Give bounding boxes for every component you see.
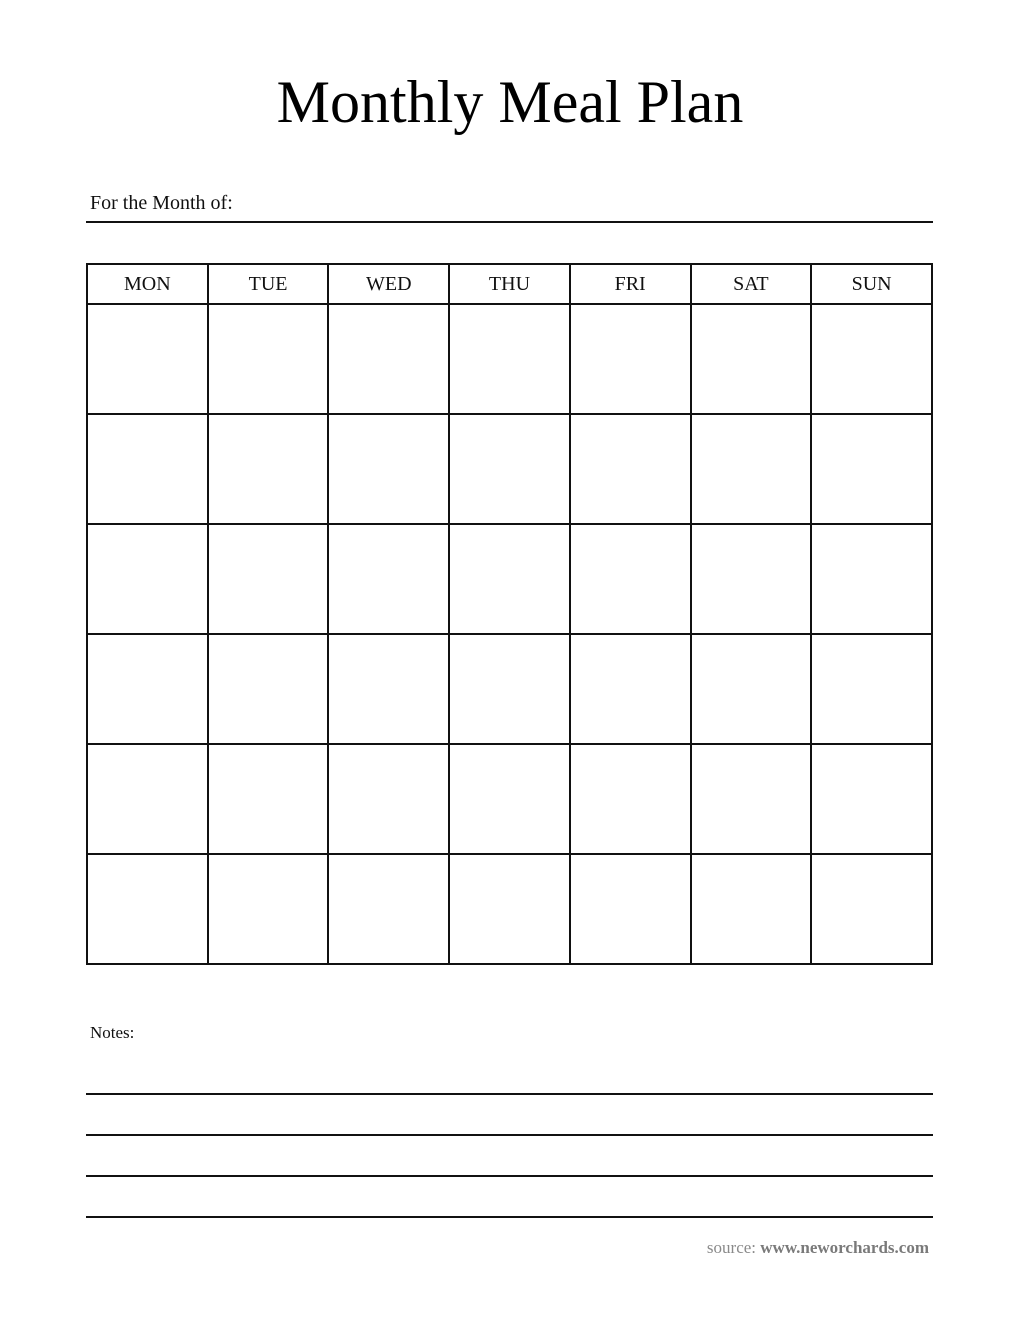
calendar-body: [87, 304, 932, 964]
calendar-day-cell[interactable]: [811, 744, 932, 854]
calendar-day-cell[interactable]: [691, 304, 812, 414]
day-header-tue: TUE: [208, 264, 329, 304]
calendar-day-cell[interactable]: [691, 414, 812, 524]
calendar-day-cell[interactable]: [811, 524, 932, 634]
calendar-day-cell[interactable]: [328, 854, 449, 964]
month-label: For the Month of:: [90, 192, 233, 214]
calendar-day-cell[interactable]: [811, 634, 932, 744]
page-title: Monthly Meal Plan: [276, 69, 744, 135]
calendar-header-row: [87, 264, 932, 304]
calendar-day-cell[interactable]: [811, 854, 932, 964]
calendar-day-cell[interactable]: [208, 854, 329, 964]
day-header-wed: WED: [328, 264, 449, 304]
calendar-day-cell[interactable]: [570, 524, 691, 634]
calendar-day-cell[interactable]: [811, 414, 932, 524]
month-entry-line[interactable]: [86, 221, 933, 223]
calendar-day-cell[interactable]: [691, 634, 812, 744]
calendar-week-row: [87, 744, 932, 854]
calendar-day-cell[interactable]: [449, 854, 570, 964]
calendar-day-cell[interactable]: [208, 634, 329, 744]
calendar-day-cell[interactable]: [449, 744, 570, 854]
calendar-day-cell[interactable]: [87, 304, 208, 414]
calendar-day-cell[interactable]: [570, 634, 691, 744]
calendar-day-cell[interactable]: [691, 524, 812, 634]
note-line-3[interactable]: [86, 1175, 933, 1177]
calendar-grid: [86, 263, 933, 965]
calendar-day-cell[interactable]: [570, 854, 691, 964]
calendar-day-cell[interactable]: [449, 414, 570, 524]
day-header-sat: SAT: [691, 264, 812, 304]
source-prefix: source:: [706, 1238, 757, 1257]
calendar-day-cell[interactable]: [87, 414, 208, 524]
calendar-week-row: [87, 524, 932, 634]
note-line-2[interactable]: [86, 1134, 933, 1136]
note-line-4[interactable]: [86, 1216, 933, 1218]
day-header-sun: SUN: [811, 264, 932, 304]
calendar-day-cell[interactable]: [570, 744, 691, 854]
calendar-day-cell[interactable]: [87, 744, 208, 854]
calendar-day-cell[interactable]: [570, 414, 691, 524]
calendar-day-cell[interactable]: [449, 304, 570, 414]
calendar-week-row: [87, 414, 932, 524]
calendar-day-cell[interactable]: [449, 634, 570, 744]
source-site: www.neworchards.com: [760, 1238, 929, 1257]
day-header-thu: THU: [449, 264, 570, 304]
calendar-day-cell[interactable]: [208, 524, 329, 634]
source-credit: [707, 1237, 929, 1259]
calendar-week-row: [87, 304, 932, 414]
calendar-day-cell[interactable]: [87, 634, 208, 744]
calendar-day-cell[interactable]: [208, 304, 329, 414]
calendar-week-row: [87, 634, 932, 744]
calendar-day-cell[interactable]: [328, 414, 449, 524]
day-header-mon: MON: [87, 264, 208, 304]
calendar-week-row: [87, 854, 932, 964]
note-line-1[interactable]: [86, 1093, 933, 1095]
calendar-day-cell[interactable]: [328, 524, 449, 634]
calendar-day-cell[interactable]: [328, 744, 449, 854]
day-header-fri: FRI: [570, 264, 691, 304]
calendar-day-cell[interactable]: [328, 304, 449, 414]
calendar-day-cell[interactable]: [570, 304, 691, 414]
calendar-day-cell[interactable]: [691, 744, 812, 854]
calendar-day-cell[interactable]: [208, 744, 329, 854]
calendar-day-cell[interactable]: [87, 524, 208, 634]
calendar-day-cell[interactable]: [811, 304, 932, 414]
calendar-day-cell[interactable]: [87, 854, 208, 964]
calendar-day-cell[interactable]: [449, 524, 570, 634]
calendar-day-cell[interactable]: [208, 414, 329, 524]
notes-label: Notes:: [90, 1023, 135, 1042]
calendar-day-cell[interactable]: [328, 634, 449, 744]
calendar-day-cell[interactable]: [691, 854, 812, 964]
